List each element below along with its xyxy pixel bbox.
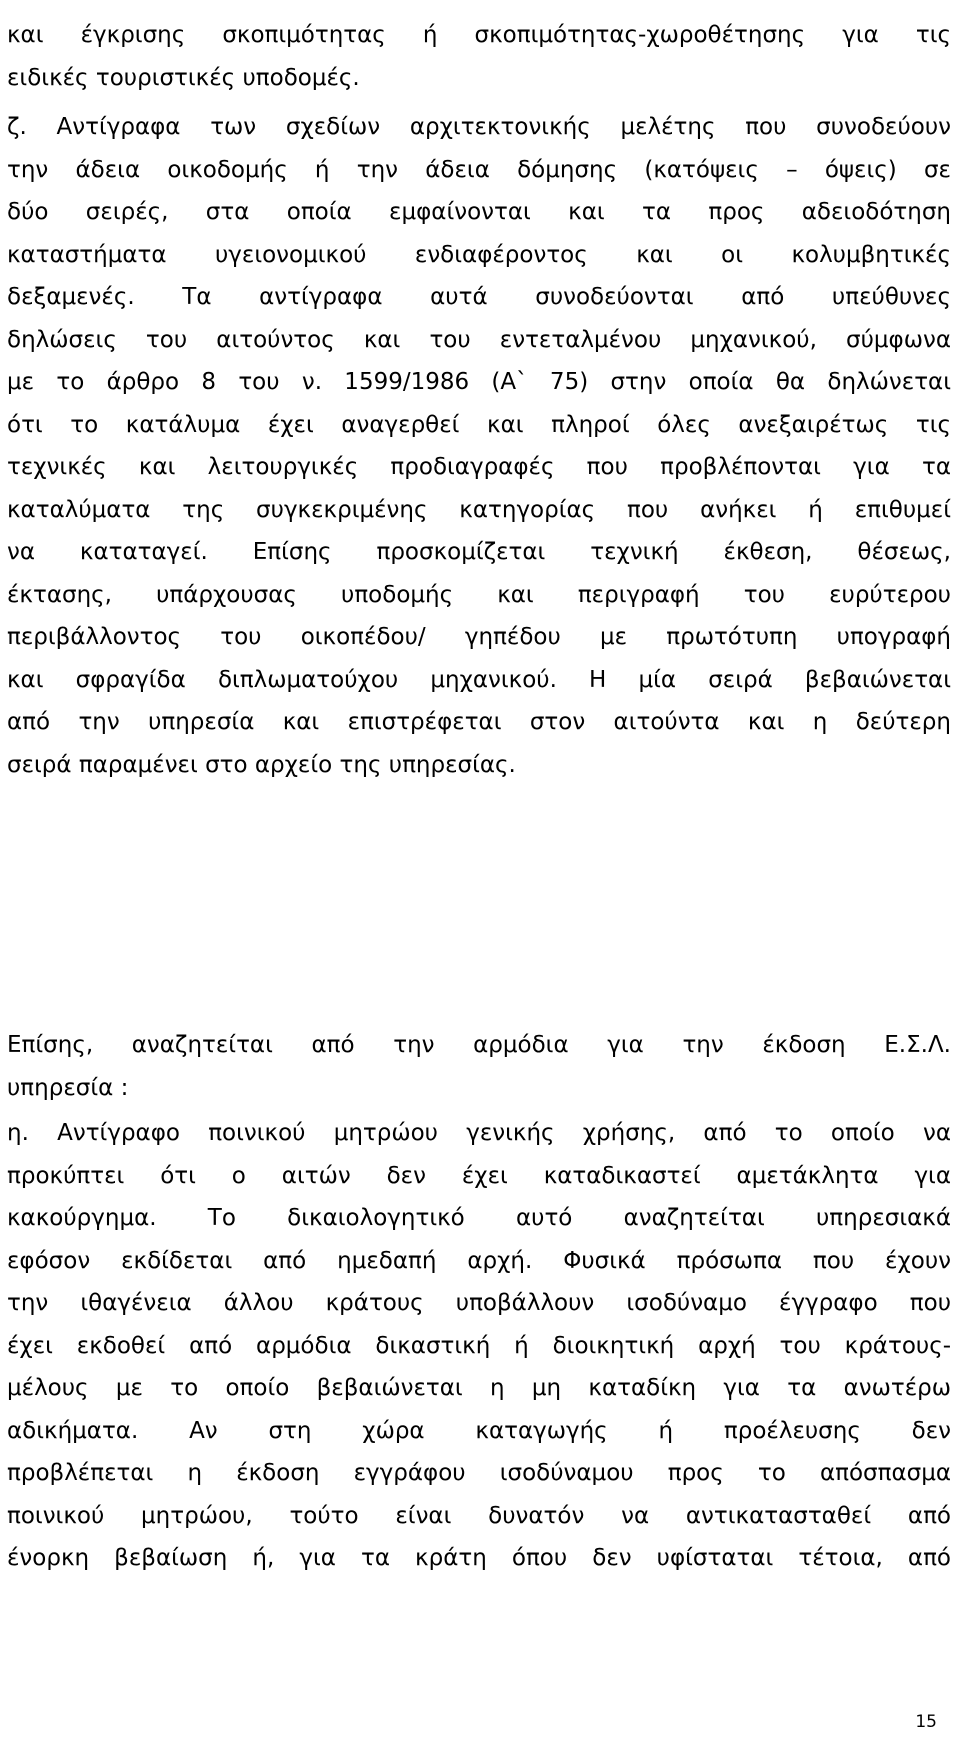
text-line: ειδικές τουριστικές υποδομές. (7, 64, 360, 91)
paragraph-item-zeta (7, 106, 951, 786)
text-line: την ιθαγένεια άλλου κράτους υποβάλλουν ισοδύναμο έγγραφο που (7, 1290, 951, 1316)
text-line: προβλέπεται η έκδοση εγγράφου ισοδύναμου προς το απόσπασμα (7, 1460, 951, 1486)
text-line: από την υπηρεσία και επιστρέφεται στον αιτούντα και η δεύτερη (7, 709, 951, 735)
text-line: και έγκρισης σκοπιμότητας ή σκοπιμότητας-χωροθέτησης για τις (7, 22, 951, 48)
document-page (7, 0, 951, 1746)
text-line: προκύπτει ότι ο αιτών δεν έχει καταδικαστεί αμετάκλητα για (7, 1162, 951, 1189)
text-line: ότι το κατάλυμα έχει αναγερθεί και πληροί όλες ανεξαιρέτως τις (7, 411, 951, 438)
text-line: κακούργημα. Το δικαιολογητικό αυτό αναζητείται υπηρεσιακά (7, 1205, 951, 1231)
text-line: μέλους με το οποίο βεβαιώνεται η μη καταδίκη για τα ανωτέρω (7, 1375, 951, 1401)
text-line: να καταταγεί. Επίσης προσκομίζεται τεχνική έκθεση, θέσεως, (7, 539, 951, 565)
text-line: ένορκη βεβαίωση ή, για τα κράτη όπου δεν υφίσταται τέτοια, από (7, 1545, 951, 1571)
text-line: ποινικού μητρώου, τούτο είναι δυνατόν να αντικατασταθεί από (7, 1502, 951, 1529)
text-line: τεχνικές και λειτουργικές προδιαγραφές που προβλέπονται για τα (7, 454, 951, 480)
paragraph-item-eta (7, 1112, 951, 1580)
text-line: με το άρθρο 8 του ν. 1599/1986 (Α` 75) στην οποία θα δηλώνεται (7, 369, 951, 395)
text-line: δηλώσεις του αιτούντος και του εντεταλμένου μηχανικού, σύμφωνα (7, 326, 951, 353)
text-line: την άδεια οικοδομής ή την άδεια δόμησης (κατόψεις – όψεις) σε (7, 156, 951, 183)
text-line: υπηρεσία : (7, 1074, 129, 1101)
text-line: η. Αντίγραφο ποινικού μητρώου γενικής χρήσης, από το οποίο να (7, 1120, 951, 1146)
text-line: ζ. Αντίγραφα των σχεδίων αρχιτεκτονικής μελέτης που συνοδεύουν (7, 114, 951, 140)
text-line: εφόσον εκδίδεται από ημεδαπή αρχή. Φυσικά πρόσωπα που έχουν (7, 1247, 951, 1274)
page-number: 15 (915, 1712, 937, 1732)
paragraph-continuation (7, 14, 951, 99)
text-line: Επίσης, αναζητείται από την αρμόδια για την έκδοση Ε.Σ.Λ. (7, 1032, 951, 1058)
text-line: έκτασης, υπάρχουσας υποδομής και περιγραφή του ευρύτερου (7, 581, 951, 608)
text-line: σειρά παραμένει στο αρχείο της υπηρεσίας. (7, 751, 516, 778)
text-line: καταλύματα της συγκεκριμένης κατηγορίας που ανήκει ή επιθυμεί (7, 496, 951, 523)
paragraph-also-requested (7, 1024, 951, 1109)
text-line: καταστήματα υγειονομικού ενδιαφέροντος και οι κολυμβητικές (7, 241, 951, 268)
text-line: περιβάλλοντος του οικοπέδου/ γηπέδου με πρωτότυπη υπογραφή (7, 624, 951, 650)
text-line: αδικήματα. Αν στη χώρα καταγωγής ή προέλευσης δεν (7, 1417, 951, 1444)
text-line: και σφραγίδα διπλωματούχου μηχανικού. Η μία σειρά βεβαιώνεται (7, 666, 951, 693)
text-line: έχει εκδοθεί από αρμόδια δικαστική ή διοικητική αρχή του κράτους- (7, 1332, 951, 1359)
text-line: δύο σειρές, στα οποία εμφαίνονται και τα προς αδειοδότηση (7, 199, 951, 225)
text-line: δεξαμενές. Τα αντίγραφα αυτά συνοδεύονται από υπεύθυνες (7, 284, 951, 310)
